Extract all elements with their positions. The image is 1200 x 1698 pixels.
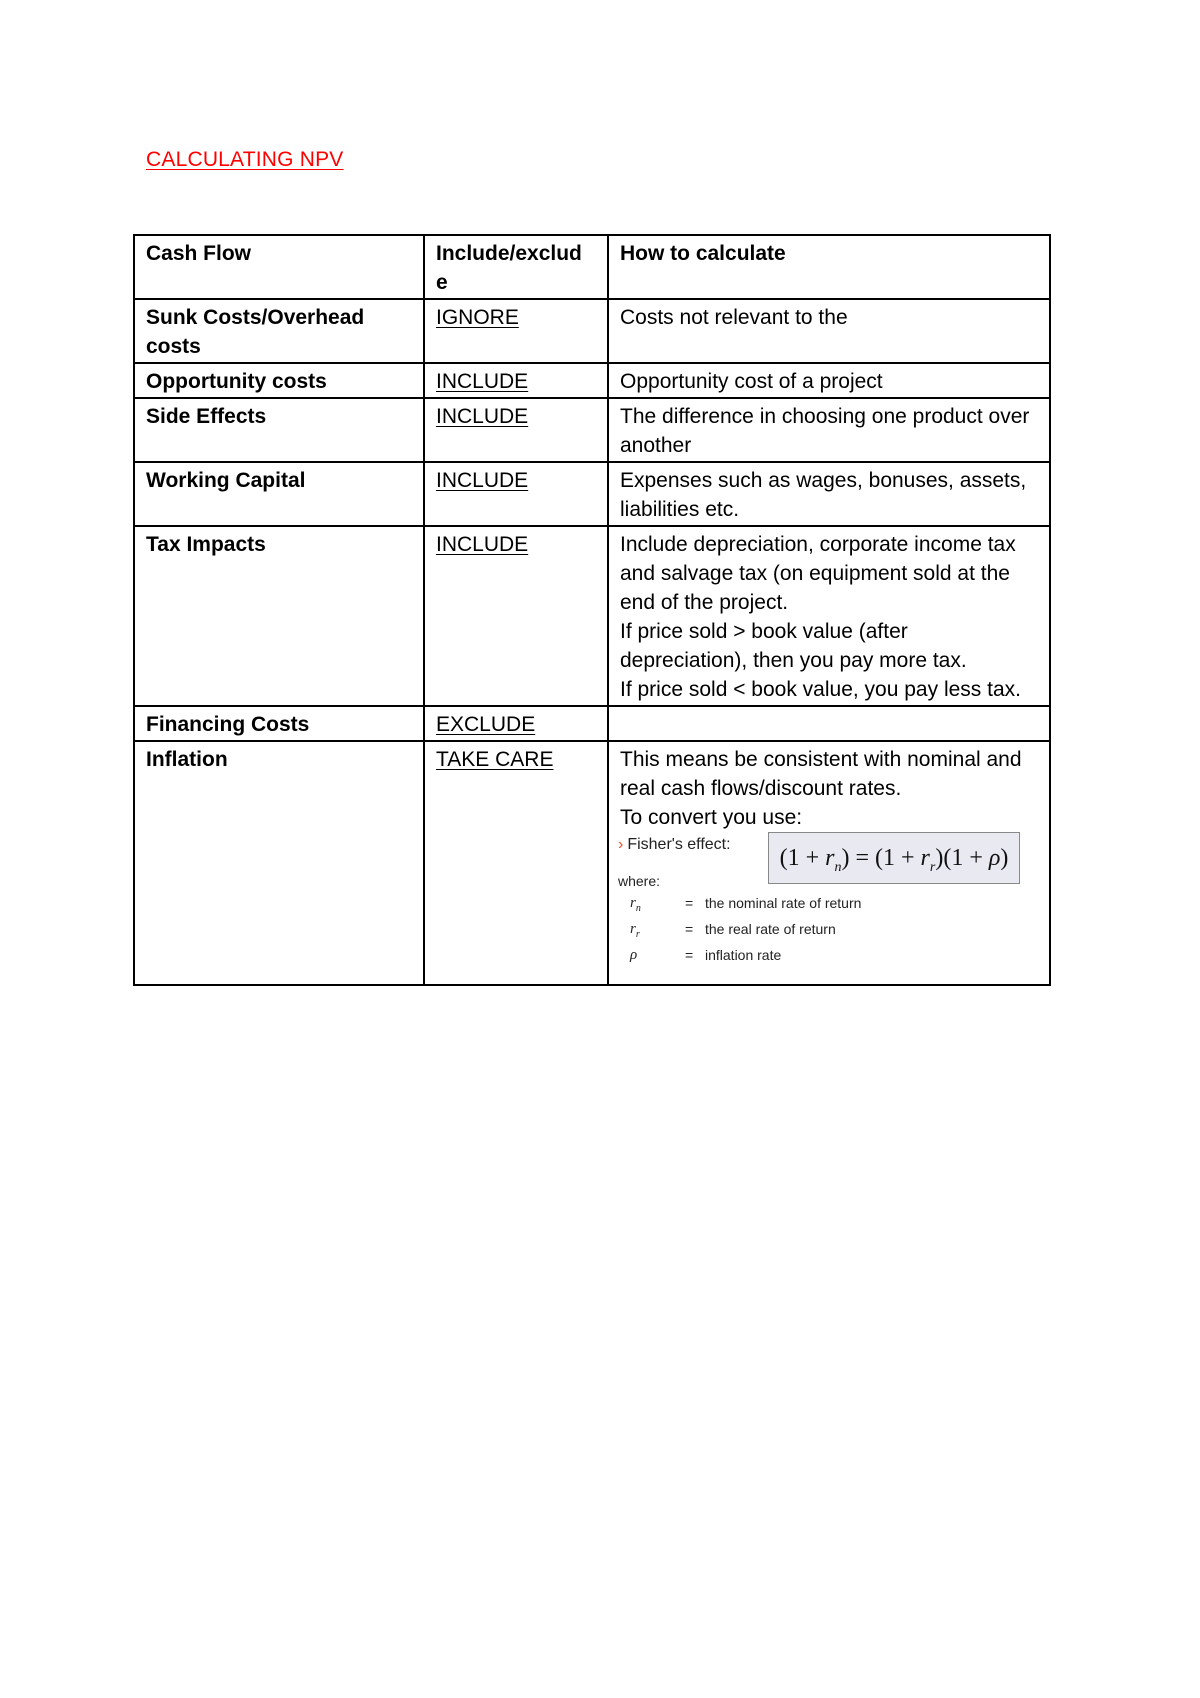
cell-cash-flow: Side Effects: [134, 398, 424, 462]
how-line: The difference in choosing one product over another: [620, 405, 1030, 457]
how-line: To convert you use:: [620, 806, 803, 829]
how-line: Expenses such as wages, bonuses, assets, liabilities etc.: [620, 469, 1027, 521]
header-include-exclude-line2: e: [436, 271, 448, 294]
page-title: CALCULATING NPV: [146, 148, 344, 171]
cell-action: IGNORE: [424, 299, 608, 363]
cell-action: INCLUDE: [424, 526, 608, 706]
header-include-exclude: [424, 235, 608, 299]
chevron-right-icon: ›: [618, 836, 624, 853]
table-row: [134, 363, 1050, 398]
how-line: This means be consistent with nominal and real cash flows/discount rates.: [620, 748, 1022, 800]
definition-symbol: $r_n$: [630, 895, 641, 914]
cell-cash-flow: Financing Costs: [134, 706, 424, 741]
how-line: If price sold > book value (after depreciation), then you pay more tax.: [620, 620, 967, 672]
cell-action: INCLUDE: [424, 462, 608, 526]
definition-text: the nominal rate of return: [705, 895, 862, 911]
table-row: [134, 398, 1050, 462]
table-row: [134, 462, 1050, 526]
fisher-label-text: Fisher's effect:: [627, 836, 731, 853]
cell-how: [608, 741, 1050, 985]
cell-cash-flow: Working Capital: [134, 462, 424, 526]
cell-how: [608, 706, 1050, 741]
cell-how: [608, 363, 1050, 398]
fisher-formula: $(1 + r_n) = (1 + r_r)(1 + \rho)$: [768, 832, 1020, 884]
cell-cash-flow: Opportunity costs: [134, 363, 424, 398]
cell-cash-flow: Tax Impacts: [134, 526, 424, 706]
cell-cash-flow: Sunk Costs/Overhead costs: [134, 299, 424, 363]
cell-how: [608, 299, 1050, 363]
definition-symbol: $r_r$: [630, 921, 640, 940]
definition-text: inflation rate: [705, 947, 782, 963]
table-row: [134, 299, 1050, 363]
definition-equals: =: [685, 947, 694, 963]
definition-text: the real rate of return: [705, 921, 836, 937]
where-label: where:: [618, 873, 661, 889]
cell-action: INCLUDE: [424, 363, 608, 398]
cell-action: EXCLUDE: [424, 706, 608, 741]
cell-cash-flow: Inflation: [134, 741, 424, 985]
cell-action: INCLUDE: [424, 398, 608, 462]
cell-how: [608, 462, 1050, 526]
npv-table: [133, 234, 1051, 986]
table-row: [134, 741, 1050, 985]
how-line: Include depreciation, corporate income tax and salvage tax (on equipment sold at the end of the project.: [620, 533, 1016, 614]
table-header-row: [134, 235, 1050, 299]
header-include-exclude-line1: Include/exclud: [436, 242, 582, 265]
table-row: [134, 526, 1050, 706]
fisher-effect-figure: [618, 832, 1038, 984]
header-how-to-calculate: How to calculate: [608, 235, 1050, 299]
table-row: [134, 706, 1050, 741]
how-line: If price sold < book value, you pay less tax.: [620, 678, 1021, 701]
how-line: Opportunity cost of a project: [620, 370, 883, 393]
definition-symbol: ρ: [630, 947, 638, 963]
definition-equals: =: [685, 921, 694, 937]
how-line: Costs not relevant to the: [620, 306, 848, 329]
header-cash-flow: Cash Flow: [134, 235, 424, 299]
definition-equals: =: [685, 895, 694, 911]
fisher-label: [618, 836, 731, 854]
cell-how: [608, 526, 1050, 706]
cell-action: TAKE CARE: [424, 741, 608, 985]
cell-how: [608, 398, 1050, 462]
